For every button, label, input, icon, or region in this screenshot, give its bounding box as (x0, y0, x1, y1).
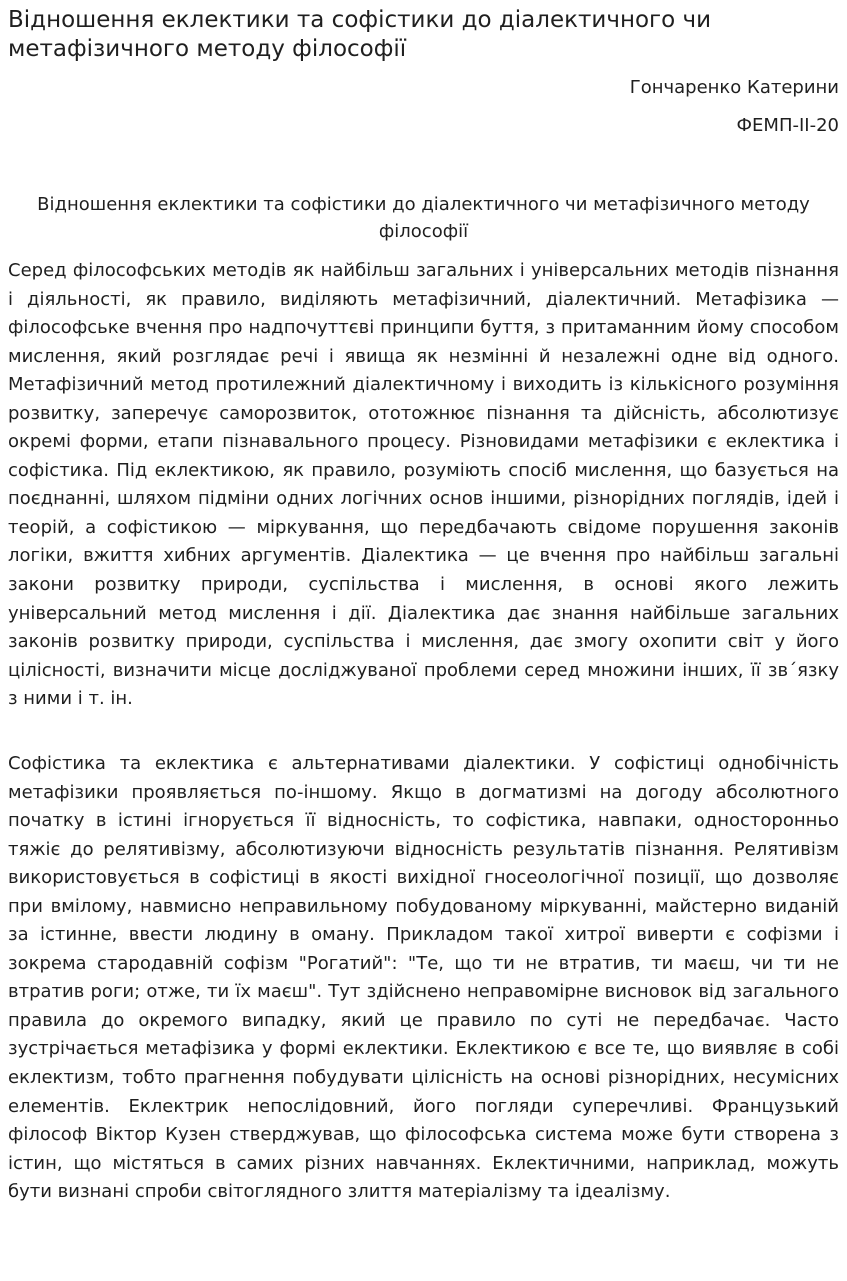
author-name: Гончаренко Катерини (629, 77, 839, 98)
body-paragraph: Софістика та еклектика є альтернативами діалектики. У софістиці однобічність метафізики проявляється по-іншому. Якщо в догматизмі на догоду абсолютного початку в істині ігнорується її відносність, то софістика, навпаки, односторонньо тяжіє до релятивізму, абсолютизуючи відносність результатів пізнання. Релятивізм використовується в софістиці в якості вихідної гносеологічної позиції, що дозволяє при вмілому, навмисно неправильному побудованому міркуванні, майстерно виданій за істинне, ввести людину в оману. Прикладом такої хитрої виверти є софізми і зокрема стародавній софізм "Рогатий": "Те, що ти не втратив, ти маєш, чи ти не втратив роги; отже, ти їх маєш". Тут здійснено неправомірне висновок від загального правила до окремого випадку, який це правило по суті не передбачає. Часто зустрічається метафізика у формі еклектики. Еклектикою є все те, що виявляє в собі еклектизм, тобто прагнення побудувати цілісність на основі різнорідних, несумісних елементів. Еклектрик непослідовний, його погляди суперечливі. Французький філософ Віктор Кузен стверджував, що філософська система може бути створена з істин, що містяться в самих різних навчаннях. Еклектичними, наприклад, можуть бути визнані спроби світоглядного злиття матеріалізму та ідеалізму. (8, 753, 839, 1203)
body-paragraph: Серед філософських методів як найбільш загальних і універсальних методів пізнання і діяльності, як правило, виділяють метафізичний, діалектичний. Метафізика — філософське вчення про надпочуттєві принципи буття, з притаманним йому способом мислення, який розглядає речі і явища як незмінні й незалежні одне від одного. Метафізичний метод протилежний діалектичному і виходить із кількісного розуміння розвитку, заперечує саморозвиток, ототожнює пізнання та дійсність, абсолютизує окремі форми, етапи пізнавального процесу. Різновидами метафізики є еклектика і софістика. Під еклектикою, як правило, розуміють спосіб мислення, що базується на поєднанні, шляхом підміни одних логічних основ іншими, різнорідних поглядів, ідей і теорій, а софістикою — міркування, що передбачають свідоме порушення законів логіки, вжиття хибних аргументів. Діалектика — це вчення про найбільш загальні закони розвитку природи, суспільства і мислення, в основі якого лежить універсальний метод мислення і дії. Діалектика дає знання найбільше загальних законів розвитку природи, суспільства і мислення, дає змогу охопити світ у його цілісності, визначити місце досліджуваної проблеми серед множини інших, її зв´язку з ними і т. ін. (8, 260, 839, 710)
page-title: Відношення еклектики та софістики до діалектичного чи метафізичного методу філософії (8, 7, 712, 62)
section-heading: Відношення еклектики та софістики до діалектичного чи метафізичного методу філософії (37, 194, 810, 242)
student-group: ФЕМП-ІІ-20 (736, 115, 839, 136)
